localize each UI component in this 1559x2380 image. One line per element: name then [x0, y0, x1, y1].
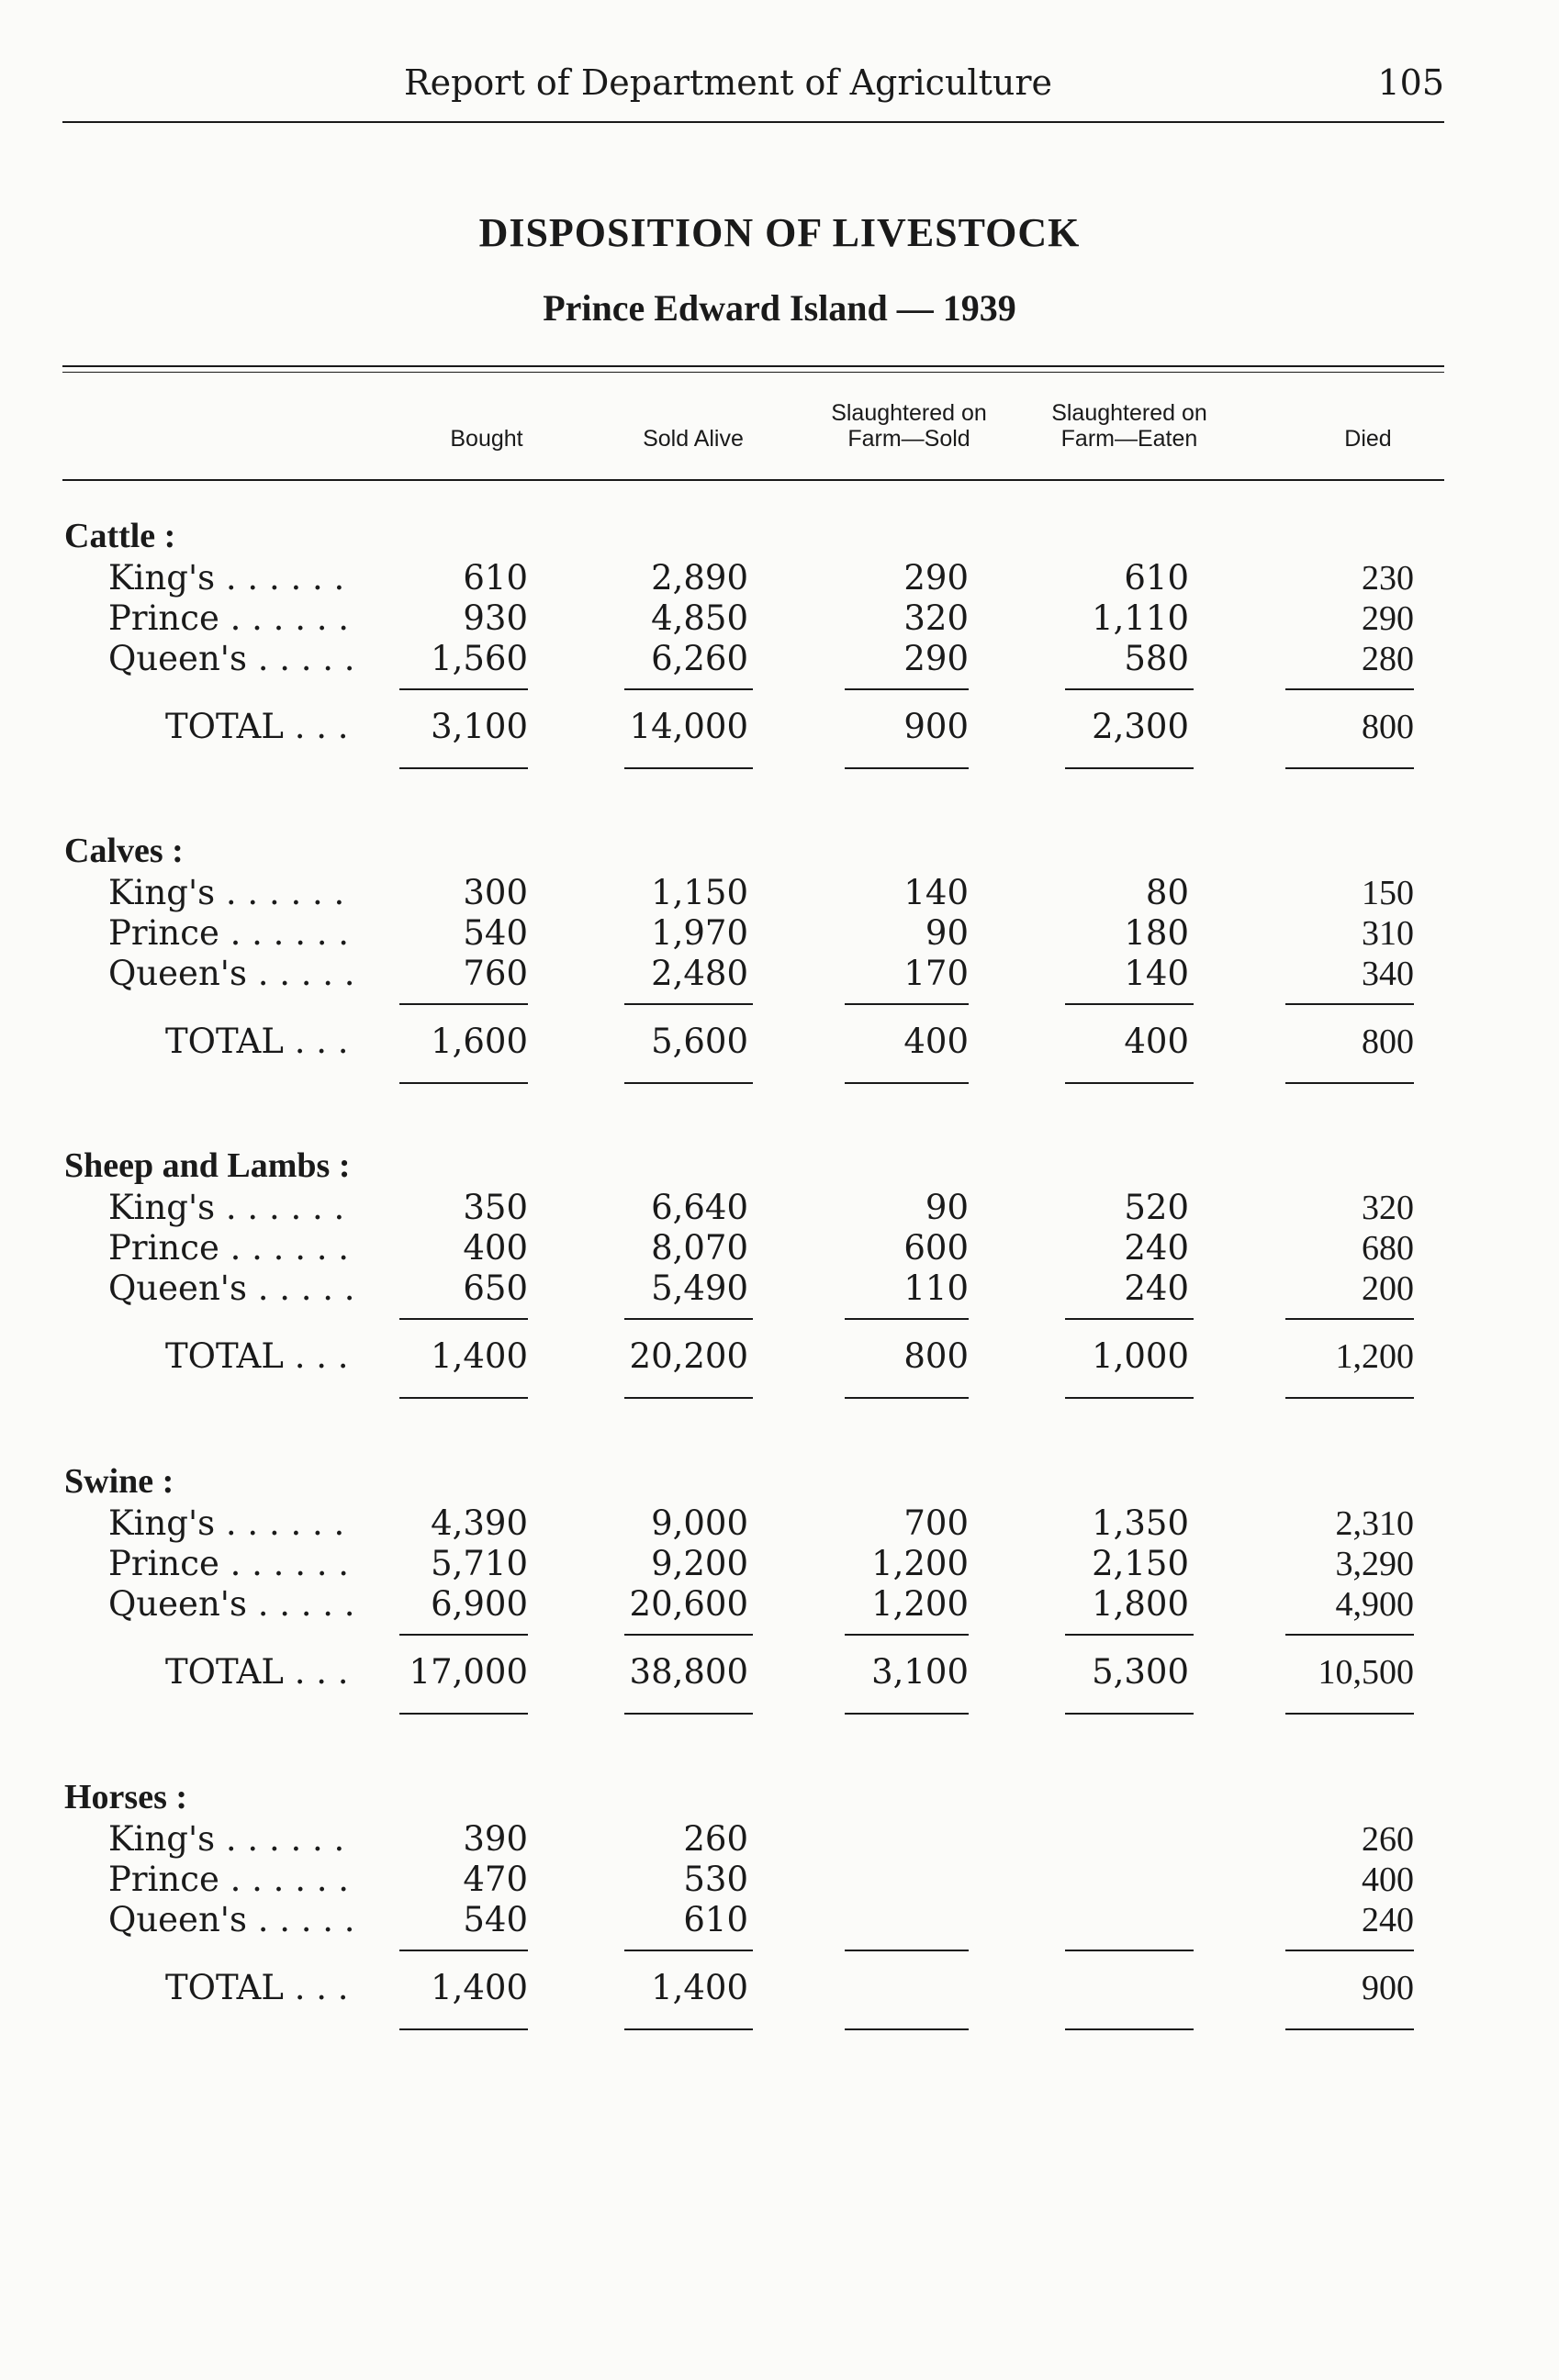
- subtotal-rule: [624, 1318, 753, 1320]
- section-heading: Horses :: [64, 1778, 188, 1816]
- column-header-line1-2: Slaughtered on: [831, 400, 987, 426]
- table-cell: 300: [463, 873, 528, 912]
- total-rule: [1285, 2028, 1414, 2030]
- row-label: Prince . . . . . .: [108, 1228, 349, 1268]
- table-cell: 650: [463, 1268, 528, 1308]
- row-label: Queen's . . . . .: [108, 1268, 355, 1308]
- total-rule: [399, 1397, 528, 1399]
- total-rule: [399, 1713, 528, 1715]
- total-rule: [1065, 1397, 1194, 1399]
- table-cell: 4,850: [651, 598, 748, 638]
- page-number: 105: [1377, 62, 1444, 103]
- table-cell: 6,640: [651, 1188, 748, 1227]
- row-label: Prince . . . . . .: [108, 598, 349, 638]
- table-cell: 240: [1362, 1901, 1414, 1939]
- section-heading: Calves :: [64, 832, 184, 870]
- table-cell: 2,480: [651, 954, 748, 993]
- table-cell: 320: [1362, 1189, 1414, 1227]
- table-cell: 760: [463, 954, 528, 993]
- total-rule: [624, 1082, 753, 1084]
- total-cell: 900: [903, 707, 969, 746]
- column-header-1: Sold Alive: [643, 426, 744, 452]
- table-cell: 1,970: [651, 913, 748, 953]
- total-label: TOTAL . . .: [165, 1336, 349, 1376]
- table-cell: 80: [1145, 873, 1189, 912]
- header-rule: [62, 121, 1444, 123]
- subtotal-rule: [845, 1003, 969, 1005]
- total-rule: [1065, 2028, 1194, 2030]
- table-cell: 1,800: [1092, 1584, 1189, 1624]
- table-top-rule-2: [62, 372, 1444, 373]
- table-cell: 90: [925, 913, 969, 953]
- subtotal-rule: [1065, 1634, 1194, 1636]
- total-cell: 3,100: [871, 1652, 969, 1692]
- total-cell: 1,400: [431, 1968, 528, 2007]
- total-cell: 14,000: [629, 707, 748, 746]
- total-cell: 1,600: [431, 1022, 528, 1061]
- table-cell: 2,150: [1092, 1544, 1189, 1583]
- table-cell: 610: [463, 558, 528, 598]
- table-cell: 2,310: [1335, 1504, 1414, 1543]
- column-header-3: Farm—Eaten: [1060, 426, 1198, 452]
- table-cell: 930: [463, 598, 528, 638]
- subtotal-rule: [399, 1634, 528, 1636]
- table-cell: 9,200: [651, 1544, 748, 1583]
- table-cell: 290: [903, 558, 969, 598]
- table-cell: 610: [683, 1900, 748, 1939]
- section-heading: Cattle :: [64, 517, 176, 555]
- table-cell: 240: [1124, 1228, 1189, 1268]
- table-cell: 90: [925, 1188, 969, 1227]
- table-cell: 200: [1362, 1269, 1414, 1308]
- total-cell: 5,300: [1092, 1652, 1189, 1692]
- row-label: King's . . . . . .: [108, 1503, 345, 1543]
- row-label: Queen's . . . . .: [108, 639, 355, 678]
- table-cell: 20,600: [629, 1584, 748, 1624]
- table-cell: 1,200: [871, 1544, 969, 1583]
- table-cell: 530: [683, 1860, 748, 1899]
- total-rule: [1285, 1397, 1414, 1399]
- total-cell: 5,600: [651, 1022, 748, 1061]
- table-cell: 290: [1362, 599, 1414, 638]
- table-cell: 290: [903, 639, 969, 678]
- subtotal-rule: [845, 1950, 969, 1951]
- table-cell: 230: [1362, 559, 1414, 598]
- subtotal-rule: [399, 688, 528, 690]
- table-cell: 170: [903, 954, 969, 993]
- total-rule: [845, 1082, 969, 1084]
- total-rule: [1285, 1082, 1414, 1084]
- subtotal-rule: [1285, 1950, 1414, 1951]
- section-heading: Swine :: [64, 1462, 174, 1501]
- total-cell: 1,000: [1092, 1336, 1189, 1376]
- table-cell: 150: [1362, 874, 1414, 912]
- total-cell: 2,300: [1092, 707, 1189, 746]
- total-cell: 1,200: [1335, 1337, 1414, 1376]
- table-cell: 140: [903, 873, 969, 912]
- total-label: TOTAL . . .: [165, 1968, 349, 2007]
- table-cell: 1,350: [1092, 1503, 1189, 1543]
- row-label: Queen's . . . . .: [108, 1584, 355, 1624]
- total-cell: 38,800: [629, 1652, 748, 1692]
- total-rule: [1285, 1713, 1414, 1715]
- table-cell: 600: [903, 1228, 969, 1268]
- row-label: King's . . . . . .: [108, 1819, 345, 1859]
- total-rule: [845, 767, 969, 769]
- total-cell: 17,000: [409, 1652, 528, 1692]
- total-cell: 10,500: [1318, 1653, 1414, 1692]
- row-label: Prince . . . . . .: [108, 1544, 349, 1583]
- table-cell: 4,390: [431, 1503, 528, 1543]
- total-rule: [1065, 767, 1194, 769]
- total-cell: 1,400: [431, 1336, 528, 1376]
- subtotal-rule: [845, 1634, 969, 1636]
- table-cell: 9,000: [651, 1503, 748, 1543]
- table-cell: 340: [1362, 955, 1414, 993]
- row-label: Queen's . . . . .: [108, 1900, 355, 1939]
- table-cell: 2,890: [651, 558, 748, 598]
- row-label: Queen's . . . . .: [108, 954, 355, 993]
- total-rule: [1065, 1082, 1194, 1084]
- subtotal-rule: [1285, 1634, 1414, 1636]
- column-header-4: Died: [1344, 426, 1392, 452]
- table-cell: 610: [1124, 558, 1189, 598]
- total-cell: 900: [1362, 1969, 1414, 2007]
- table-cell: 520: [1124, 1188, 1189, 1227]
- subtotal-rule: [1065, 1003, 1194, 1005]
- table-cell: 400: [1362, 1860, 1414, 1899]
- table-title: DISPOSITION OF LIVESTOCK: [478, 210, 1081, 255]
- total-cell: 1,400: [651, 1968, 748, 2007]
- subtotal-rule: [624, 1003, 753, 1005]
- table-cell: 6,260: [651, 639, 748, 678]
- subtotal-rule: [399, 1950, 528, 1951]
- total-cell: 400: [903, 1022, 969, 1061]
- subtotal-rule: [845, 688, 969, 690]
- table-cell: 260: [683, 1819, 748, 1859]
- total-cell: 3,100: [431, 707, 528, 746]
- table-cell: 350: [463, 1188, 528, 1227]
- column-header-line1-3: Slaughtered on: [1051, 400, 1207, 426]
- table-cell: 390: [463, 1819, 528, 1859]
- total-rule: [845, 2028, 969, 2030]
- table-cell: 400: [463, 1228, 528, 1268]
- table-cell: 540: [463, 913, 528, 953]
- section-heading: Sheep and Lambs :: [64, 1146, 351, 1185]
- table-cell: 5,490: [651, 1268, 748, 1308]
- total-label: TOTAL . . .: [165, 707, 349, 746]
- row-label: King's . . . . . .: [108, 558, 345, 598]
- subtotal-rule: [1065, 688, 1194, 690]
- table-cell: 6,900: [431, 1584, 528, 1624]
- total-rule: [399, 2028, 528, 2030]
- total-rule: [399, 1082, 528, 1084]
- total-rule: [399, 767, 528, 769]
- total-cell: 20,200: [629, 1336, 748, 1376]
- table-cell: 110: [903, 1268, 969, 1308]
- table-cell: 1,200: [871, 1584, 969, 1624]
- subtotal-rule: [399, 1003, 528, 1005]
- subtotal-rule: [624, 1950, 753, 1951]
- total-rule: [1065, 1713, 1194, 1715]
- table-cell: 320: [903, 598, 969, 638]
- subtotal-rule: [624, 688, 753, 690]
- column-header-0: Bought: [450, 426, 523, 452]
- table-cell: 310: [1362, 914, 1414, 953]
- table-cell: 580: [1124, 639, 1189, 678]
- table-cell: 4,900: [1335, 1585, 1414, 1624]
- subtotal-rule: [1065, 1950, 1194, 1951]
- total-cell: 800: [1362, 1022, 1414, 1061]
- total-cell: 400: [1124, 1022, 1189, 1061]
- table-cell: 470: [463, 1860, 528, 1899]
- row-label: King's . . . . . .: [108, 1188, 345, 1227]
- row-label: Prince . . . . . .: [108, 1860, 349, 1899]
- table-cell: 240: [1124, 1268, 1189, 1308]
- total-rule: [624, 1397, 753, 1399]
- table-cell: 280: [1362, 640, 1414, 678]
- table-cell: 5,710: [431, 1544, 528, 1583]
- table-subtitle: Prince Edward Island — 1939: [543, 287, 1016, 329]
- total-cell: 800: [903, 1336, 969, 1376]
- subtotal-rule: [399, 1318, 528, 1320]
- running-header-title: Report of Department of Agriculture: [404, 62, 1052, 103]
- total-rule: [624, 2028, 753, 2030]
- row-label: King's . . . . . .: [108, 873, 345, 912]
- table-cell: 1,110: [1092, 598, 1189, 638]
- table-cell: 140: [1124, 954, 1189, 993]
- subtotal-rule: [1285, 688, 1414, 690]
- table-cell: 1,150: [651, 873, 748, 912]
- table-cell: 180: [1124, 913, 1189, 953]
- table-cell: 3,290: [1335, 1545, 1414, 1583]
- row-label: Prince . . . . . .: [108, 913, 349, 953]
- subtotal-rule: [1285, 1003, 1414, 1005]
- column-header-2: Farm—Sold: [847, 426, 970, 452]
- table-cell: 540: [463, 1900, 528, 1939]
- table-cell: 680: [1362, 1229, 1414, 1268]
- subtotal-rule: [1285, 1318, 1414, 1320]
- subtotal-rule: [1065, 1318, 1194, 1320]
- column-header-rule: [62, 479, 1444, 481]
- total-rule: [845, 1713, 969, 1715]
- total-rule: [624, 767, 753, 769]
- table-cell: 1,560: [431, 639, 528, 678]
- subtotal-rule: [624, 1634, 753, 1636]
- total-rule: [624, 1713, 753, 1715]
- subtotal-rule: [845, 1318, 969, 1320]
- total-label: TOTAL . . .: [165, 1022, 349, 1061]
- table-cell: 700: [903, 1503, 969, 1543]
- table-cell: 260: [1362, 1820, 1414, 1859]
- total-label: TOTAL . . .: [165, 1652, 349, 1692]
- table-top-rule: [62, 365, 1444, 367]
- total-rule: [845, 1397, 969, 1399]
- total-cell: 800: [1362, 708, 1414, 746]
- total-rule: [1285, 767, 1414, 769]
- table-cell: 8,070: [651, 1228, 748, 1268]
